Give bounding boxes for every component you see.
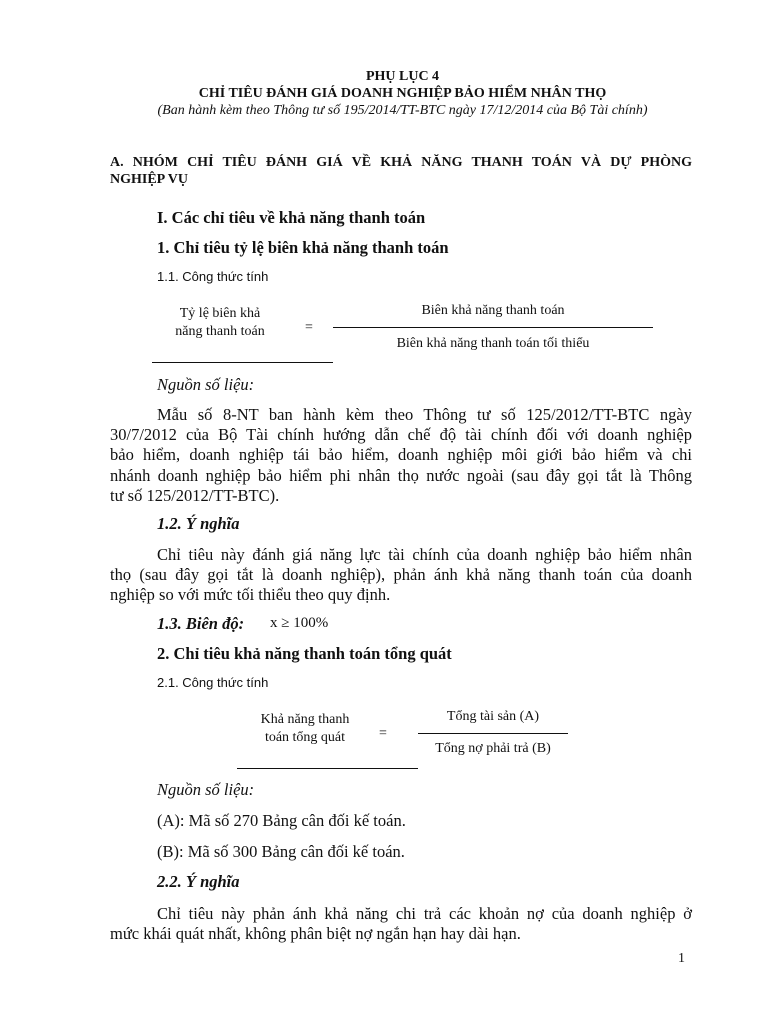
item-2-heading: 2. Chỉ tiêu khả năng thanh toán tổng quát xyxy=(157,644,452,663)
formula-2-fraction-bar xyxy=(418,733,568,734)
formula-2-lhs-underline xyxy=(237,768,418,769)
formula-1-lhs-line2: năng thanh toán xyxy=(175,324,265,339)
source-2-b: (B): Mã số 300 Bảng cân đối kế toán. xyxy=(157,842,405,861)
section-a-heading-cont: NGHIỆP VỤ xyxy=(110,172,188,187)
paragraph-line: nhánh doanh nghiệp bảo hiểm phi nhân thọ nước ngoài (sau đây gọi tắt là Thông xyxy=(110,465,692,485)
paragraph-line: bảo hiểm, doanh nghiệp tái bảo hiểm, doanh nghiệp môi giới bảo hiểm và chi xyxy=(110,445,692,465)
range-1-heading: 1.3. Biên độ: xyxy=(157,614,245,633)
appendix-subtitle: CHỈ TIÊU ĐÁNH GIÁ DOANH NGHIỆP BẢO HIỂM NHÂN THỌ xyxy=(198,86,607,101)
range-1-value: x ≥ 100% xyxy=(270,615,329,631)
formula-2-denominator: Tổng nợ phải trả (B) xyxy=(435,741,551,756)
part-1-heading: I. Các chỉ tiêu về khả năng thanh toán xyxy=(157,208,426,227)
meaning-2-paragraph xyxy=(110,904,692,944)
meaning-1-heading: 1.2. Ý nghĩa xyxy=(157,514,240,533)
paragraph-line: Chỉ tiêu này phản ánh khả năng chi trả các khoản nợ của doanh nghiệp ở xyxy=(157,904,692,923)
paragraph-line: Mẫu số 8-NT ban hành kèm theo Thông tư số 125/2012/TT-BTC ngày xyxy=(157,405,692,424)
formula-1-label: 1.1. Công thức tính xyxy=(157,269,269,284)
formula-2-lhs-line2: toán tổng quát xyxy=(264,730,346,745)
source-1-paragraph xyxy=(110,405,692,506)
item-1-heading: 1. Chỉ tiêu tỷ lệ biên khả năng thanh toán xyxy=(157,238,449,257)
formula-1-lhs-underline xyxy=(152,362,333,363)
page-number: 1 xyxy=(678,951,685,966)
formula-1-fraction-bar xyxy=(333,327,653,328)
formula-2-equals: = xyxy=(379,726,387,741)
paragraph-line: tư số 125/2012/TT-BTC). xyxy=(110,485,280,505)
issuance-note: (Ban hành kèm theo Thông tư số 195/2014/TT-BTC ngày 17/12/2014 của Bộ Tài chính) xyxy=(157,103,648,118)
paragraph-line: thọ (sau đây gọi tắt là doanh nghiệp), phản ánh khả năng thanh toán của doanh xyxy=(110,565,692,585)
paragraph-line: Chỉ tiêu này đánh giá năng lực tài chính của doanh nghiệp bảo hiểm nhân xyxy=(157,545,692,564)
formula-2-numerator: Tổng tài sản (A) xyxy=(446,709,540,724)
appendix-title: PHỤ LỤC 4 xyxy=(365,69,440,84)
formula-2-lhs-line1: Khả năng thanh xyxy=(260,712,350,727)
source-2-a: (A): Mã số 270 Bảng cân đối kế toán. xyxy=(157,811,406,830)
formula-2-label: 2.1. Công thức tính xyxy=(157,675,269,690)
source-1-label: Nguồn số liệu: xyxy=(157,375,255,394)
formula-1-numerator: Biên khả năng thanh toán xyxy=(421,303,565,318)
paragraph-line: mức khái quát nhất, không phân biệt nợ ngắn hạn hay dài hạn. xyxy=(110,924,521,944)
section-a-heading: A. NHÓM CHỈ TIÊU ĐÁNH GIÁ VỀ KHẢ NĂNG THANH TOÁN VÀ DỰ PHÒNG xyxy=(110,155,692,170)
formula-1-denominator: Biên khả năng thanh toán tối thiểu xyxy=(396,336,590,351)
meaning-1-paragraph xyxy=(110,545,692,606)
source-2-label: Nguồn số liệu: xyxy=(157,780,255,799)
formula-1-equals: = xyxy=(305,320,313,335)
paragraph-line: 30/7/2012 của Bộ Tài chính hướng dẫn chế độ tài chính đối với doanh nghiệp xyxy=(110,425,692,445)
meaning-2-heading: 2.2. Ý nghĩa xyxy=(157,872,240,891)
formula-1-lhs-line1: Tỷ lệ biên khả xyxy=(179,306,261,321)
paragraph-line: nghiệp so với mức tối thiểu theo quy định. xyxy=(110,585,391,605)
